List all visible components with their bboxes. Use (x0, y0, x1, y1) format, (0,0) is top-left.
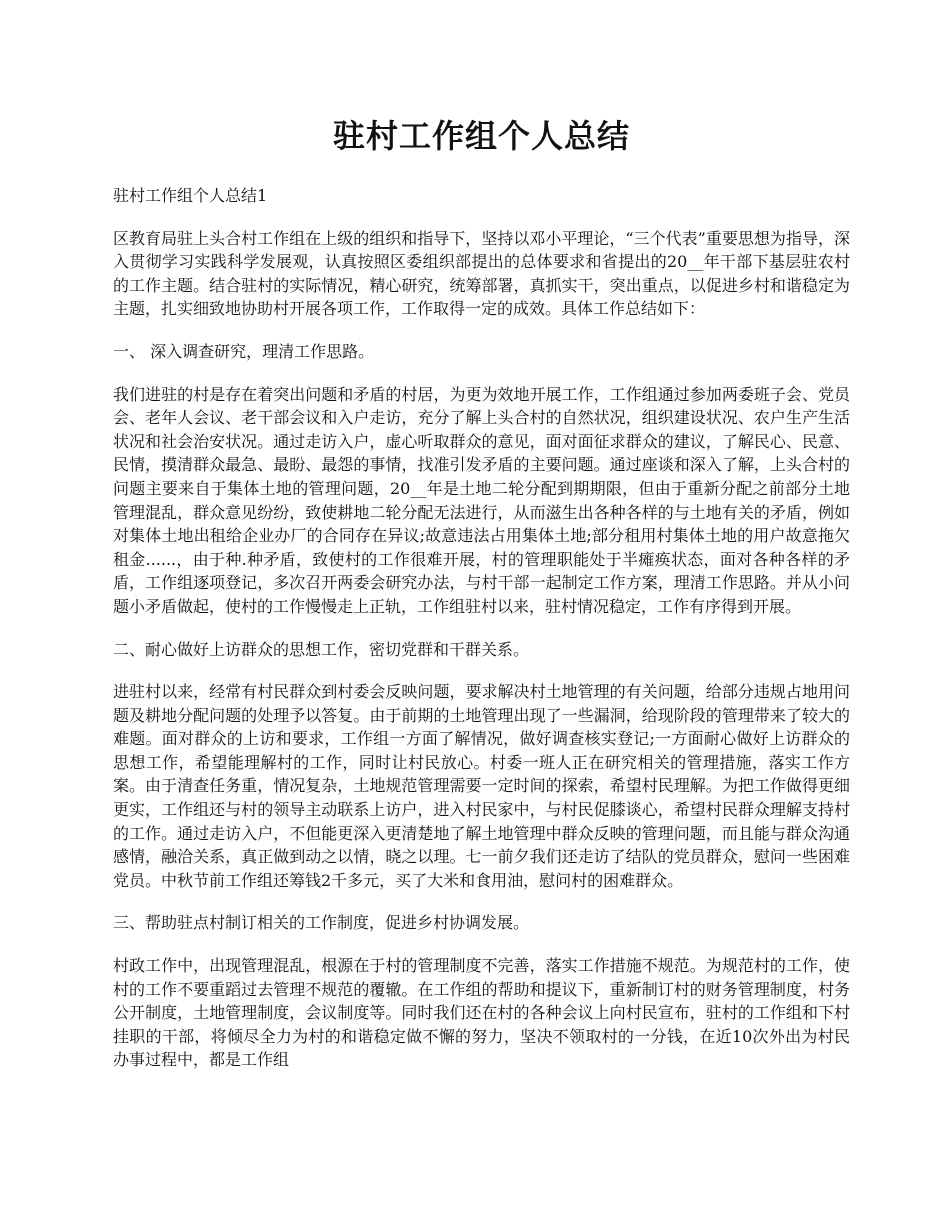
section-2-heading: 二、耐心做好上访群众的思想工作，密切党群和干群关系。 (113, 639, 530, 659)
document-title: 驻村工作组个人总结 (332, 117, 630, 155)
section-2-body: 进驻村以来，经常有村民群众到村委会反映问题，要求解决村土地管理的有关问题，给部分违规占地用问题及耕地分配问题的处理予以答复。由于前期的土地管理出现了一些漏洞，给现阶段的管理带来了较大的难题。面对群众的上访和要求，工作组一方面了解情况，做好调查核实登记;一方面耐心做好上访群众的思想工作，希望能理解村的工作，同时让村民放心。村委一班人正在研究相关的管理措施，落实工作方案。由于清查任务重，情况复杂，土地规范管理需要一定时间的探索，希望村民理解。为把工作做得更细更实，工作组还与村的领导主动联系上访户，进入村民家中，与村民促膝谈心，希望村民群众理解支持村的工作。通过走访入户，不但能更深入更清楚地了解土地管理中群众反映的管理问题，而且能与群众沟通感情，融洽关系，真正做到动之以情，晓之以理。七一前夕我们还走访了结队的党员群众，慰问一些困难党员。中秋节前工作组还筹钱2千多元，买了大米和食用油，慰问村的困难群众。 (113, 682, 850, 890)
section-1-heading: 一、 深入调查研究，理清工作思路。 (113, 341, 375, 361)
intro-paragraph: 区教育局驻上头合村工作组在上级的组织和指导下，坚持以邓小平理论，“三个代表”重要思想为指导，深入贯彻学习实践科学发展观，认真按照区委组织部提出的总体要求和省提出的20__年干部下基层驻农村的工作主题。结合驻村的实际情况，精心研究，统筹部署，真抓实干，突出重点，以促进乡村和谐稳定为主题，扎实细致地协助村开展各项工作，工作取得一定的成效。具体工作总结如下： (113, 228, 850, 319)
section-1-body: 我们进驻的村是存在着突出问题和矛盾的村居，为更为效地开展工作，工作组通过参加两委班子会、党员会、老年人会议、老干部会议和入户走访，充分了解上头合村的自然状况，组织建设状况、农户生产生活状况和社会治安状况。通过走访入户，虚心听取群众的意见，面对面征求群众的建议，了解民心、民意、民情，摸清群众最急、最盼、最怨的事情，找准引发矛盾的主要问题。通过座谈和深入了解，上头合村的问题主要来自于集体土地的管理问题，20__年是土地二轮分配到期期限，但由于重新分配之前部分土地管理混乱，群众意见纷纷，致使耕地二轮分配无法进行，从而滋生出各种各样的与土地有关的矛盾，例如对集体土地出租给企业办厂的合同存在异议;故意违法占用集体土地;部分租用村集体土地的用户故意拖欠租金......，由于种.种矛盾，致使村的工作很难开展，村的管理职能处于半瘫痪状态，面对各种各样的矛盾，工作组逐项登记，多次召开两委会研究办法，与村干部一起制定工作方案，理清工作思路。并从小问题小矛盾做起，使村的工作慢慢走上正轨，工作组驻村以来，驻村情况稳定，工作有序得到开展。 (113, 384, 850, 616)
document-subtitle: 驻村工作组个人总结1 (113, 186, 268, 205)
document-page (113, 110, 850, 1091)
section-3-heading: 三、帮助驻点村制订相关的工作制度，促进乡村协调发展。 (113, 913, 530, 933)
section-3-body: 村政工作中，出现管理混乱，根源在于村的管理制度不完善，落实工作措施不规范。为规范村的工作，使村的工作不要重蹈过去管理不规范的覆辙。在工作组的帮助和提议下，重新制订村的财务管理制度，村务公开制度，土地管理制度，会议制度等。同时我们还在村的各种会议上向村民宣布，驻村的工作组和下村挂职的干部，将倾尽全力为村的和谐稳定做不懈的努力，坚决不领取村的一分钱，在近10次外出为村民办事过程中，都是工作组 (113, 956, 850, 1070)
